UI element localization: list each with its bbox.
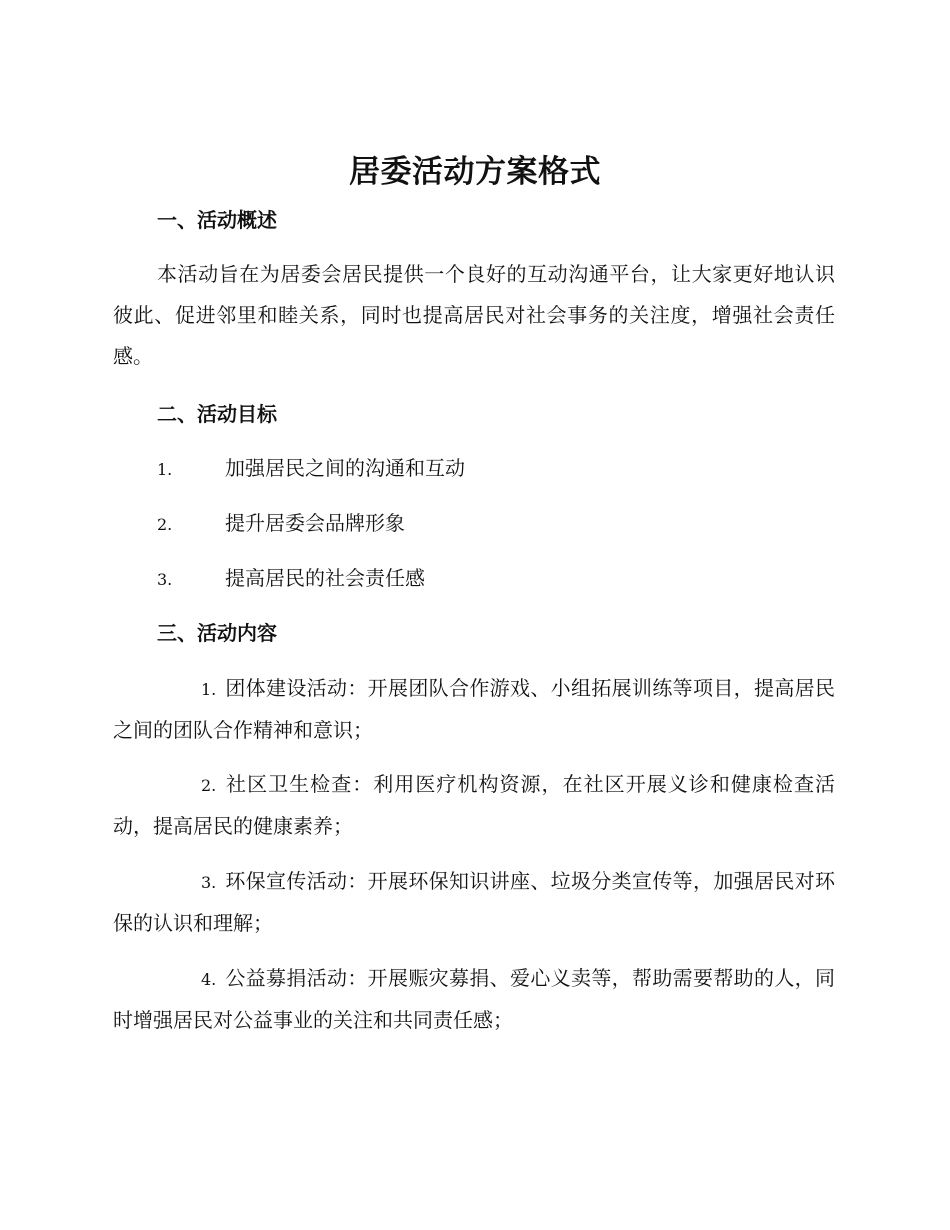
list-text: 加强居民之间的沟通和互动 — [225, 456, 465, 480]
list-number: 1. — [201, 680, 217, 699]
list-number: 3. — [201, 873, 217, 892]
content-item — [113, 958, 835, 1041]
list-text: 公益募捐活动：开展赈灾募捐、爱心义卖等，帮助需要帮助的人，同时增强居民对公益事业的关注和共同责任感； — [113, 966, 835, 1032]
goal-item — [157, 564, 425, 594]
list-text: 提高居民的社会责任感 — [225, 566, 425, 590]
list-text: 环保宣传活动：开展环保知识讲座、垃圾分类宣传等，加强居民对环保的认识和理解； — [113, 869, 835, 935]
list-number: 1. — [157, 460, 173, 479]
list-number: 2. — [157, 515, 173, 534]
overview-paragraph: 本活动旨在为居委会居民提供一个良好的互动沟通平台，让大家更好地认识彼此、促进邻里和睦关系，同时也提高居民对社会事务的关注度，增强社会责任感。 — [113, 262, 835, 368]
goal-item — [157, 454, 465, 484]
section-heading-overview: 一、活动概述 — [157, 208, 277, 232]
list-number: 4. — [201, 970, 217, 989]
list-number: 2. — [201, 776, 217, 795]
list-number: 3. — [157, 570, 173, 589]
list-text: 提升居委会品牌形象 — [225, 511, 405, 535]
section-heading-goals: 二、活动目标 — [157, 402, 277, 426]
content-item — [113, 764, 835, 847]
section-heading-content: 三、活动内容 — [157, 621, 277, 645]
list-text: 社区卫生检查：利用医疗机构资源，在社区开展义诊和健康检查活动，提高居民的健康素养； — [113, 772, 835, 838]
list-text: 团体建设活动：开展团队合作游戏、小组拓展训练等项目，提高居民之间的团队合作精神和意识； — [113, 676, 835, 742]
goal-item — [157, 509, 405, 539]
document-title: 居委活动方案格式 — [349, 154, 601, 190]
content-item — [113, 668, 835, 751]
content-item — [113, 861, 835, 944]
